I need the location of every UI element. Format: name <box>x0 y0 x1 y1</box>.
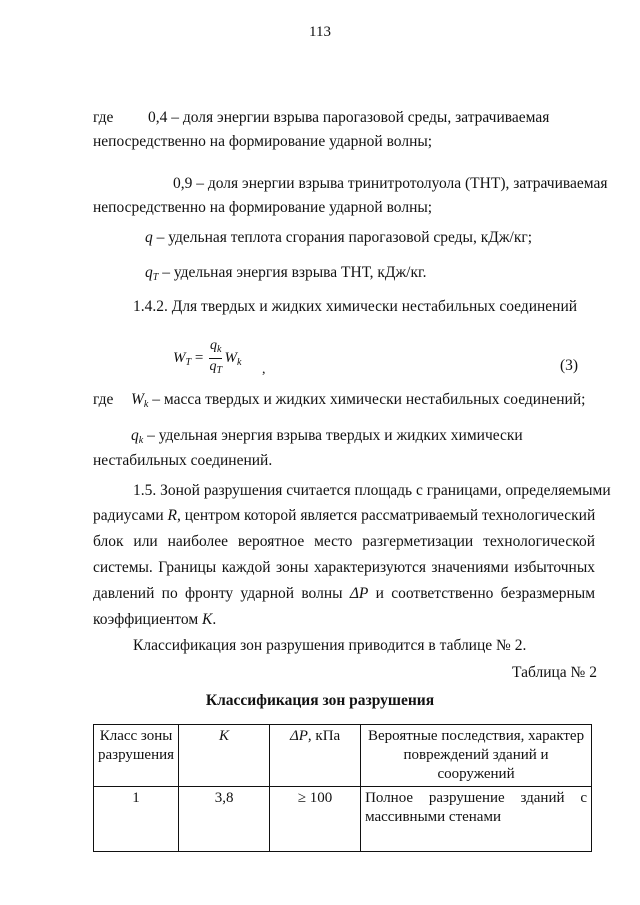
para-1-5-line6 <box>93 610 216 630</box>
header-zone-class-a: Класс зоны <box>99 728 173 744</box>
cell-consequence-b: массивными стенами <box>365 809 501 825</box>
def6-line2: нестабильных соединений. <box>93 452 273 469</box>
classification-sentence: Классификация зон разрушения приводится в таблице № 2. <box>133 637 527 654</box>
zones-table <box>93 724 592 852</box>
header-zone-class-b: разрушения <box>98 747 175 763</box>
cell-consequence <box>361 787 592 852</box>
formula-3 <box>173 338 241 379</box>
header-consequences-b: повреждений зданий и сооружений <box>403 747 549 782</box>
def2-line1: 0,9 – доля энергии взрыва тринитротолуола (ТНТ), затрачиваемая <box>173 175 608 192</box>
def5-text: – масса твердых и жидких химически нестабильных соединений; <box>148 391 586 408</box>
para-1-5-dp: ΔP <box>349 585 369 602</box>
cell-dp: ≥ 100 <box>270 787 361 852</box>
def1-value: 0,4 <box>148 109 168 126</box>
formula-rhs: W <box>224 349 237 366</box>
para-1-5-K: K <box>202 611 213 628</box>
header-k-text: K <box>219 728 230 744</box>
def4-text: – удельная энергия взрыва ТНТ, кДж/кг. <box>158 264 427 281</box>
table-header-row <box>94 725 592 787</box>
para-1-5-l2a: радиусами <box>93 507 168 524</box>
table-label: Таблица № 2 <box>512 664 597 681</box>
para-1-5-l2b: , центром которой является рассматриваемый технологический <box>176 507 596 524</box>
para-1-5-l6a: коэффициентом <box>93 611 203 628</box>
def5-line <box>131 390 585 415</box>
table-title: Классификация зон разрушения <box>205 692 435 709</box>
formula-numerator <box>209 338 222 359</box>
formula-number: (3) <box>560 357 579 374</box>
formula-lhs-sub: T <box>185 356 192 368</box>
formula-den-q: q <box>209 359 217 374</box>
def5-symbol: W <box>131 391 144 408</box>
formula-comma: , <box>262 362 266 377</box>
header-dp-unit: , кПа <box>307 728 341 744</box>
def4-subscript: T <box>152 272 159 283</box>
header-consequences-a: Вероятные последствия, характер <box>367 728 585 744</box>
def6-symbol: q <box>131 427 139 444</box>
table-row <box>94 787 592 852</box>
header-dp <box>270 725 361 787</box>
page-number: 113 <box>309 24 331 40</box>
formula-num-sub: k <box>217 344 222 355</box>
where-label-2: где <box>93 391 114 408</box>
section-1-4-2: 1.4.2. Для твердых и жидких химически нестабильных соединений <box>133 298 578 315</box>
formula-rhs-sub: k <box>236 356 242 368</box>
def5-subscript: k <box>143 399 149 410</box>
cell-k: 3,8 <box>179 787 270 852</box>
def1-text: – доля энергии взрыва парогазовой среды, затрачиваемая <box>167 109 550 126</box>
para-1-5-line1: 1.5. Зоной разрушения считается площадь с границами, определяемыми <box>133 482 611 499</box>
para-1-5-R: R <box>167 507 177 524</box>
def3-symbol: q <box>145 229 153 246</box>
def4-symbol: q <box>145 264 153 281</box>
para-1-5-l5b: и соответственно безразмерным <box>368 585 595 602</box>
def6-text: – удельная энергия взрыва твердых и жидких химически <box>143 427 523 444</box>
header-zone-class <box>94 725 179 787</box>
formula-fraction <box>209 338 222 379</box>
def1-line1 <box>148 108 549 128</box>
where-label: где <box>93 109 114 126</box>
formula-lhs: W <box>173 349 186 366</box>
def3-line <box>145 228 532 248</box>
para-1-5-l6b: . <box>212 611 217 628</box>
formula-equals: = <box>191 349 208 366</box>
def3-text: – удельная теплота сгорания парогазовой среды, кДж/кг; <box>152 229 533 246</box>
para-1-5-line2 <box>93 506 595 526</box>
para-1-5-line5 <box>93 584 595 604</box>
def6-line1 <box>131 426 523 451</box>
cell-consequence-a: Полное разрушение зданий с <box>365 790 587 806</box>
para-1-5-line4: системы. Границы каждой зоны характеризуются значениями избыточных <box>93 559 595 576</box>
para-1-5-l5a: давлений по фронту ударной волны <box>93 585 350 602</box>
def2-line2: непосредственно на формирование ударной волны; <box>93 199 433 216</box>
def6-subscript: k <box>138 435 144 446</box>
header-consequences <box>361 725 592 787</box>
formula-denominator <box>209 359 222 379</box>
formula-num-q: q <box>210 338 218 353</box>
def1-line2: непосредственно на формирование ударной волны; <box>93 133 433 150</box>
header-k <box>179 725 270 787</box>
formula-den-sub: T <box>216 365 223 376</box>
para-1-5-line3: блок или наиболее вероятное место разгерметизации технологической <box>93 533 595 550</box>
def4-line <box>145 263 427 288</box>
cell-zone: 1 <box>94 787 179 852</box>
header-dp-symbol: ΔP <box>289 728 308 744</box>
